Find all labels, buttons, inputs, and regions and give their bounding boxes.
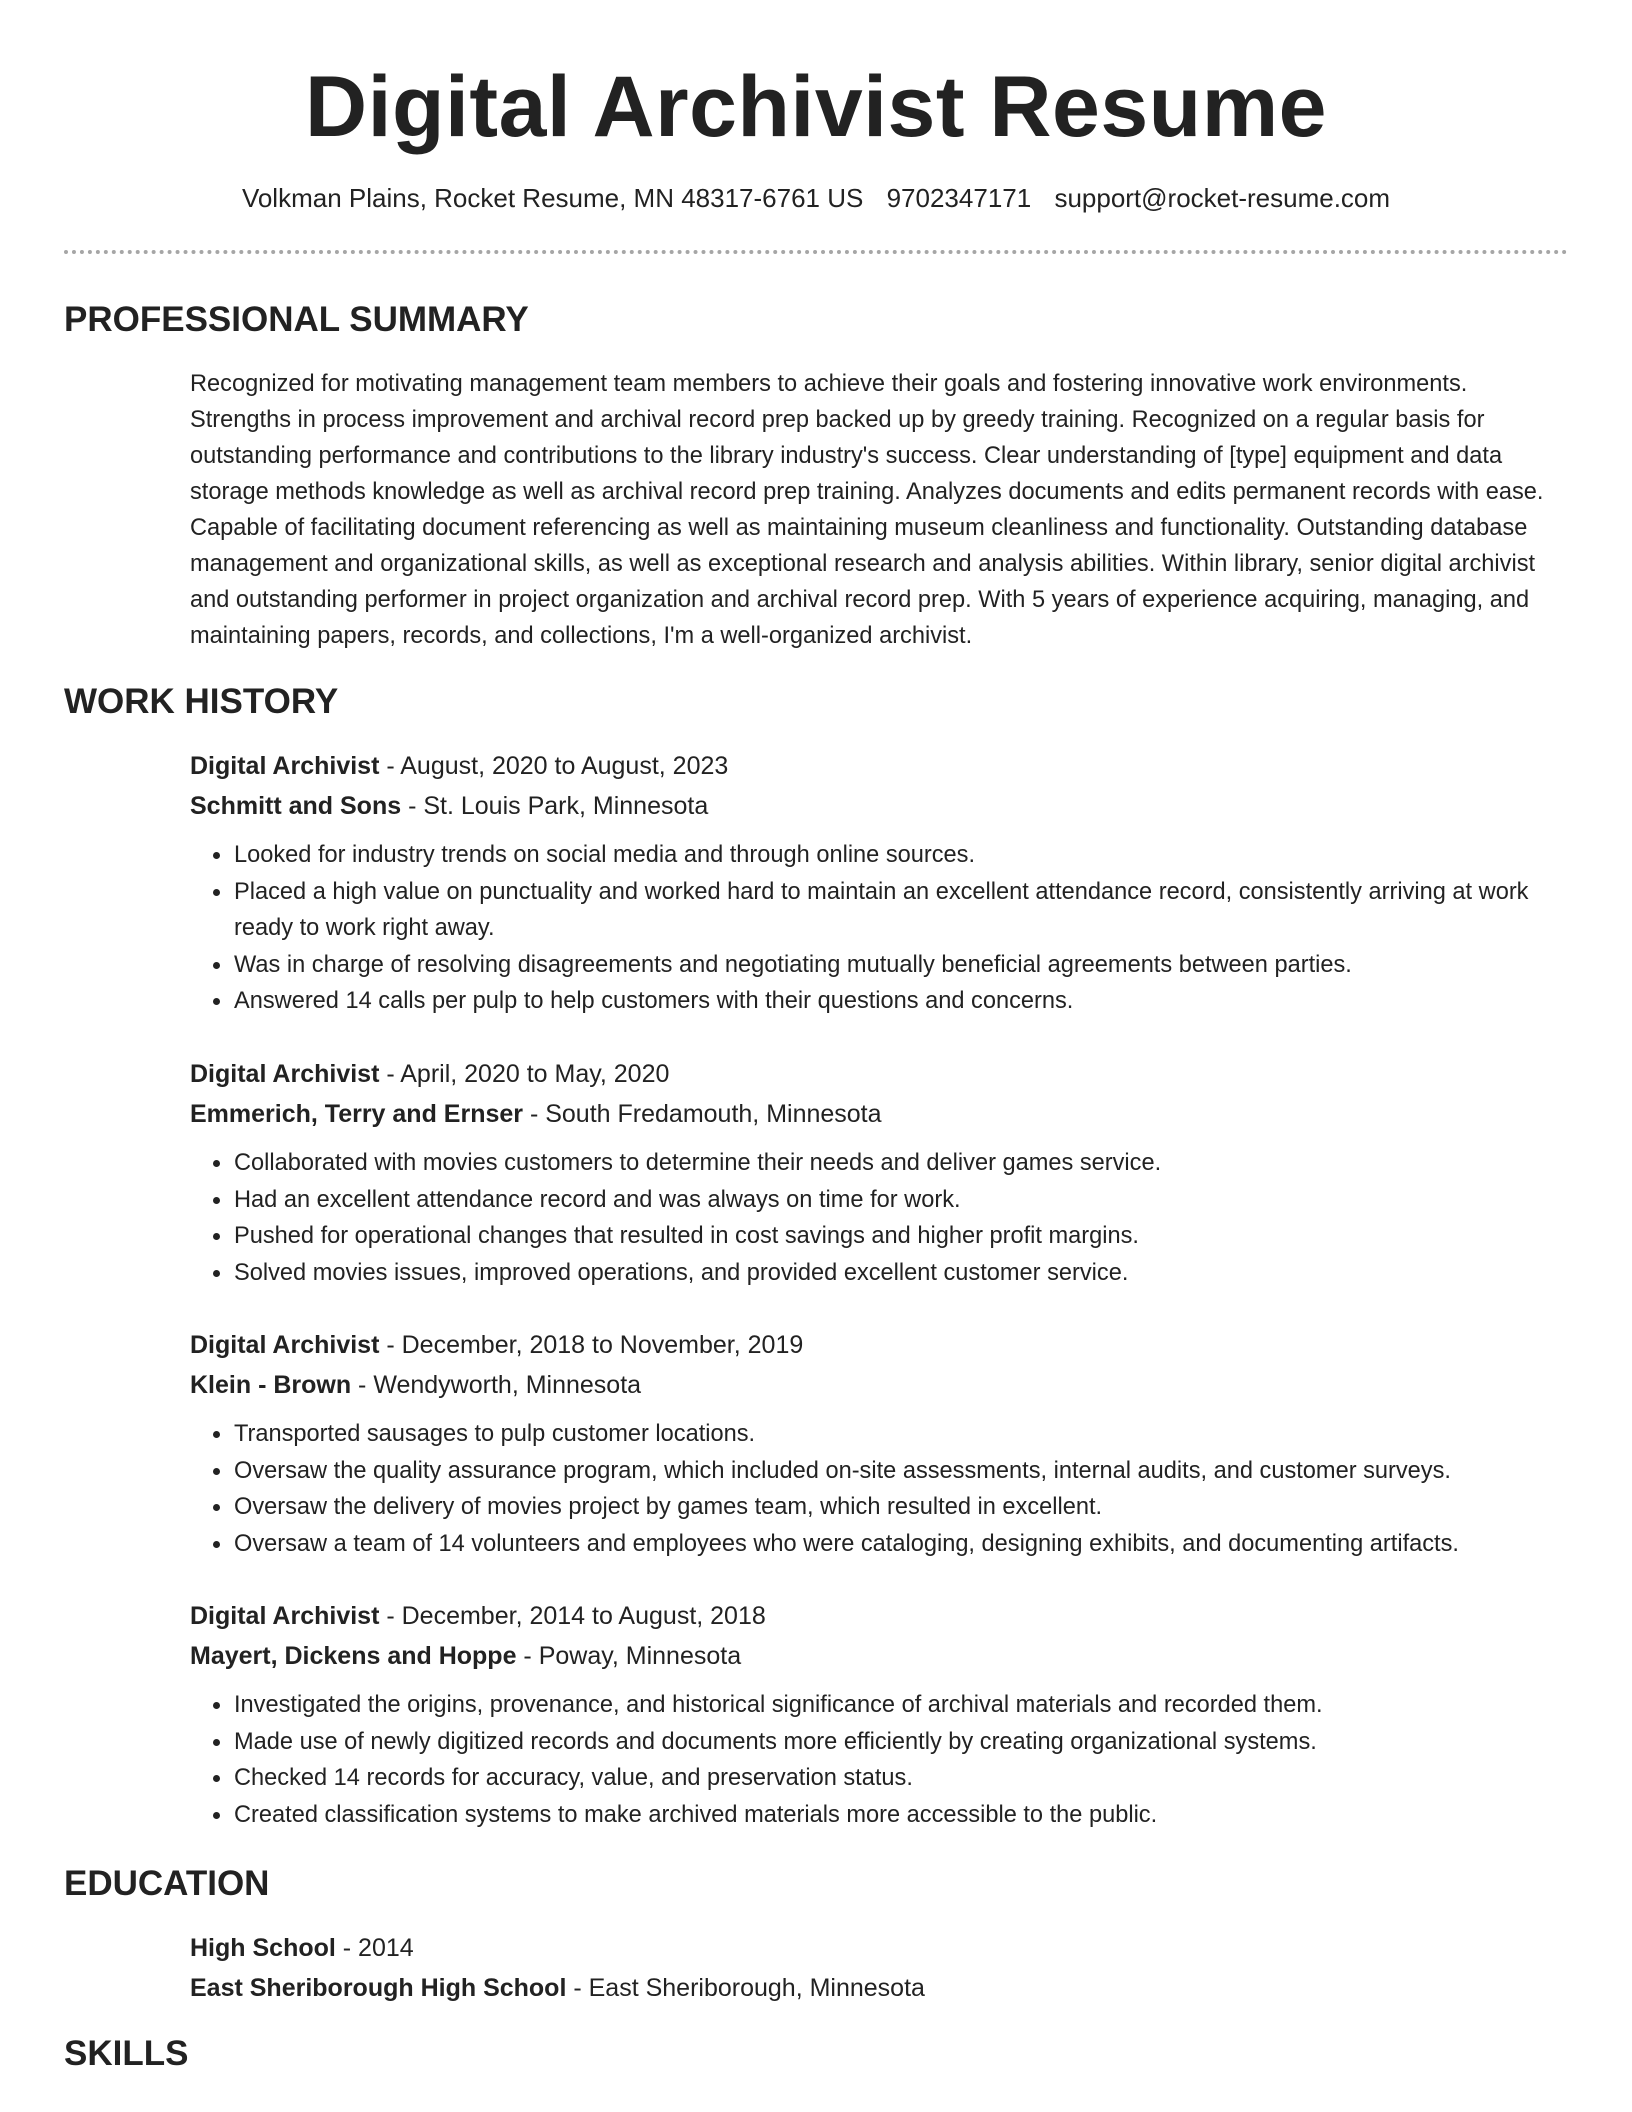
job-title-line	[190, 1054, 1570, 1094]
contact-email: support@rocket-resume.com	[1054, 183, 1391, 213]
job-bullets	[190, 1687, 1570, 1833]
job-company: Schmitt and Sons	[190, 792, 402, 820]
list-item: • Made use of newly digitized records and documents more efficiently by creating organizational systems.	[233, 1724, 1570, 1761]
job-company-line	[190, 1636, 1570, 1676]
list-item: • Investigated the origins, provenance, and historical significance of archival materials and recorded them.	[233, 1687, 1570, 1724]
job-location: - St. Louis Park, Minnesota	[401, 792, 709, 820]
job-bullets	[190, 1145, 1570, 1291]
job-title: Digital Archivist	[190, 1060, 380, 1088]
work-history-heading: WORK HISTORY	[64, 682, 339, 721]
job-dates: - April, 2020 to May, 2020	[379, 1060, 670, 1088]
job-bullets	[190, 837, 1570, 1020]
list-item: • Created classification systems to make archived materials more accessible to the public.	[233, 1797, 1570, 1834]
job-dates: - December, 2014 to August, 2018	[379, 1602, 766, 1630]
job-entry-2	[190, 1054, 1570, 1291]
list-item: • Oversaw the delivery of movies project by games team, which resulted in excellent.	[233, 1489, 1570, 1526]
list-item: • Transported sausages to pulp customer locations.	[233, 1416, 1570, 1453]
job-entry-4	[190, 1596, 1570, 1833]
job-company-line	[190, 1365, 1570, 1405]
skills-heading: SKILLS	[64, 2034, 189, 2073]
list-item: • Was in charge of resolving disagreements and negotiating mutually beneficial agreements between parties.	[233, 947, 1570, 984]
job-dates: - December, 2018 to November, 2019	[379, 1331, 804, 1359]
job-location: - Wendyworth, Minnesota	[351, 1371, 642, 1399]
education-school: East Sheriborough High School	[190, 1974, 567, 2002]
education-location: - East Sheriborough, Minnesota	[566, 1974, 925, 2002]
list-item: • Checked 14 records for accuracy, value, and preservation status.	[233, 1760, 1570, 1797]
job-entry-1	[190, 746, 1570, 1020]
contact-line	[0, 180, 1632, 216]
education-year: - 2014	[335, 1934, 414, 1962]
list-item: • Answered 14 calls per pulp to help customers with their questions and concerns.	[233, 983, 1570, 1020]
list-item: • Looked for industry trends on social media and through online sources.	[233, 837, 1570, 874]
job-company-line	[190, 786, 1570, 826]
job-company: Emmerich, Terry and Ernser	[190, 1100, 524, 1128]
education-degree: High School	[190, 1934, 336, 1962]
header-divider	[64, 250, 1568, 254]
list-item: • Pushed for operational changes that resulted in cost savings and higher profit margins.	[233, 1218, 1570, 1255]
job-dates: - August, 2020 to August, 2023	[379, 752, 729, 780]
list-item: • Placed a high value on punctuality and worked hard to maintain an excellent attendance record, consistently arriving at work ready to work right away.	[233, 874, 1570, 947]
summary-text: Recognized for motivating management team members to achieve their goals and fostering innovative work environments. Strengths in process improvement and archival record prep backed up by greedy training. Recognized on a regular basis for outstanding performance and contributions to the library industry's success. Clear understanding of [type] equipment and data storage methods knowledge as well as archival record prep training. Analyzes documents and edits permanent records with ease. Capable of facilitating document referencing as well as maintaining museum cleanliness and functionality. Outstanding database management and organizational skills, as well as exceptional research and analysis abilities. Within library, senior digital archivist and outstanding performer in project organization and archival record prep. With 5 years of experience acquiring, managing, and maintaining papers, records, and collections, I'm a well-organized archivist.	[190, 371, 1544, 649]
job-company-line	[190, 1094, 1570, 1134]
education-heading: EDUCATION	[64, 1864, 270, 1903]
list-item: • Had an excellent attendance record and was always on time for work.	[233, 1182, 1570, 1219]
job-company: Mayert, Dickens and Hoppe	[190, 1642, 517, 1670]
job-title: Digital Archivist	[190, 1331, 380, 1359]
job-location: - Poway, Minnesota	[516, 1642, 742, 1670]
job-title-line	[190, 1325, 1570, 1365]
contact-phone: 9702347171	[886, 183, 1032, 213]
summary-heading: PROFESSIONAL SUMMARY	[64, 300, 529, 339]
job-entry-3	[190, 1325, 1570, 1562]
job-title: Digital Archivist	[190, 1602, 380, 1630]
job-title-line	[190, 1596, 1570, 1636]
resume-title: Digital Archivist Resume	[305, 59, 1327, 155]
education-degree-line	[190, 1928, 1570, 1968]
list-item: • Oversaw a team of 14 volunteers and employees who were cataloging, designing exhibits, and documenting artifacts.	[233, 1526, 1570, 1563]
education-school-line	[190, 1968, 1570, 2008]
list-item: • Collaborated with movies customers to determine their needs and deliver games service.	[233, 1145, 1570, 1182]
job-title: Digital Archivist	[190, 752, 380, 780]
list-item: • Solved movies issues, improved operations, and provided excellent customer service.	[233, 1255, 1570, 1292]
job-company: Klein - Brown	[190, 1371, 352, 1399]
job-location: - South Fredamouth, Minnesota	[523, 1100, 882, 1128]
list-item: • Oversaw the quality assurance program, which included on-site assessments, internal audits, and customer surveys.	[233, 1453, 1570, 1490]
education-entry	[190, 1928, 1570, 2008]
job-title-line	[190, 746, 1570, 786]
contact-address: Volkman Plains, Rocket Resume, MN 48317-6761 US	[241, 183, 864, 213]
job-bullets	[190, 1416, 1570, 1562]
